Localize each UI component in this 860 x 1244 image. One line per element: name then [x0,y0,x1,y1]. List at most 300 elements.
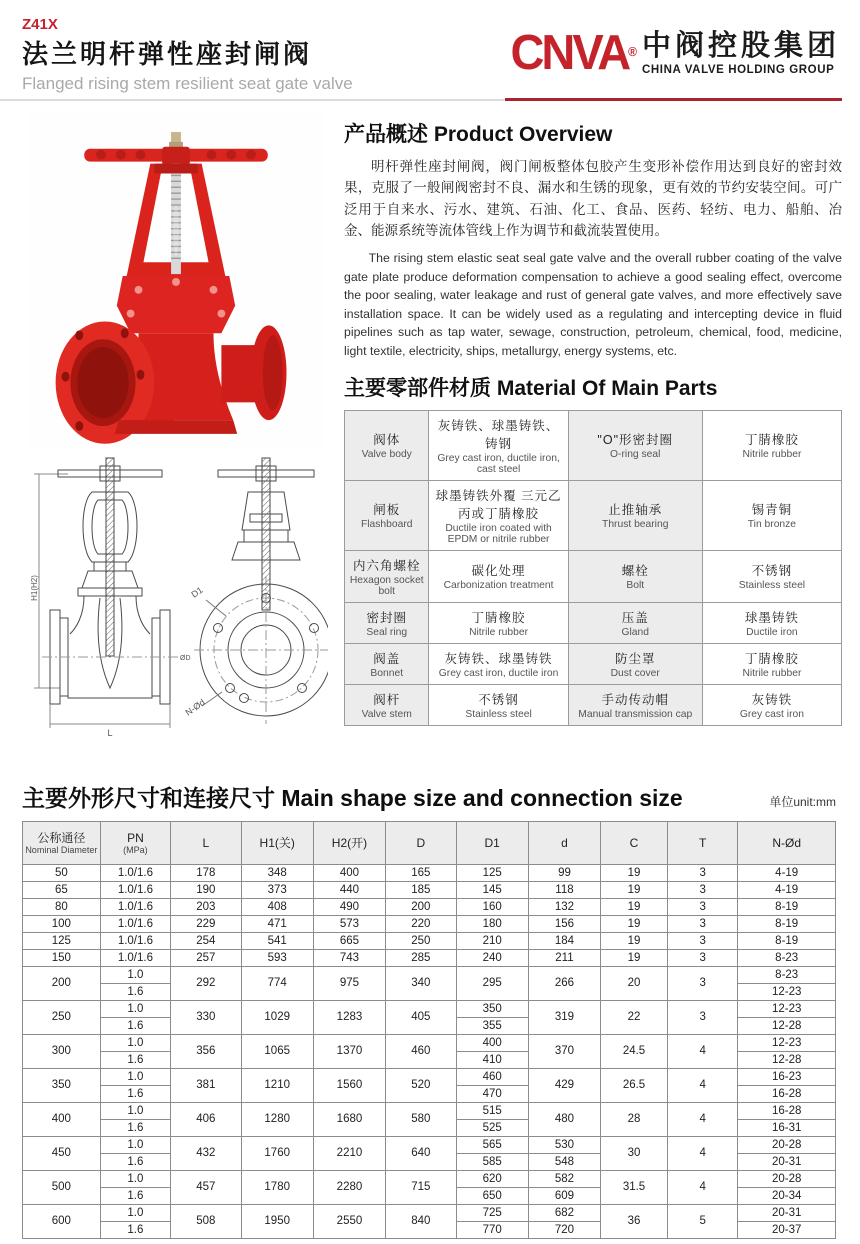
dimension-cell: 1.0 [100,1001,170,1018]
dimension-cell: 1.0/1.6 [100,950,170,967]
dimension-row [23,1035,836,1052]
dimension-cell: 12-23 [738,984,836,1001]
material-cell [429,550,568,602]
dimension-cell: 165 [386,865,456,882]
dimension-cell: 743 [313,950,385,967]
label-cn: 丁腈橡胶 [471,610,526,625]
dimension-cell: 19 [601,899,668,916]
label-en: Bonnet [370,667,404,679]
dimension-cell: 178 [171,865,241,882]
dimension-cell: 429 [528,1069,600,1103]
dimension-cell: 1950 [241,1205,313,1239]
dimension-cell: 5 [667,1205,737,1239]
page-subtitle: Flanged rising stem resilient seat gate valve [22,74,353,93]
dimension-cell: 20-31 [738,1205,836,1222]
label-cn: 灰铸铁、球墨铸铁 [444,651,553,666]
label-en: Thrust bearing [602,519,669,531]
dimension-cell: 400 [23,1103,101,1137]
part-name-cell [568,480,702,550]
dimension-cell: 99 [528,865,600,882]
dimension-cell: 1029 [241,1001,313,1035]
dimension-cell: 725 [456,1205,528,1222]
dimension-cell: 410 [456,1052,528,1069]
dimension-cell: 211 [528,950,600,967]
dimension-cell: 16-31 [738,1120,836,1137]
dimension-cell: 36 [601,1205,668,1239]
dimensions-header-row [23,822,836,865]
materials-table [344,410,842,726]
dimension-cell: 525 [456,1120,528,1137]
dimension-cell: 582 [528,1171,600,1188]
dimension-cell: 19 [601,950,668,967]
dimension-cell: 12-28 [738,1018,836,1035]
dimension-cell: 20-31 [738,1154,836,1171]
valve-photo [28,112,324,448]
part-name-cell [345,550,429,602]
label-en: Gland [621,626,649,638]
label-cn: 球墨铸铁外覆 三元乙丙或丁腈橡胶 [435,488,562,521]
dimension-cell: 4 [667,1035,737,1069]
dimension-cell: 1560 [313,1069,385,1103]
dimension-cell: 4 [667,1137,737,1171]
dimension-cell: 3 [667,916,737,933]
dimension-row [23,882,836,899]
dimension-cell: 450 [23,1137,101,1171]
dimension-cell: 520 [386,1069,456,1103]
label-cn: 内六角螺栓 [352,558,421,573]
dim-label-d: ØD [180,655,191,662]
label-en: Flashboard [360,519,413,531]
dimension-row [23,933,836,950]
dimension-cell: 1.0/1.6 [100,882,170,899]
dimension-cell: 1210 [241,1069,313,1103]
column-header-label: T [698,835,707,850]
label-cn: 锡青铜 [751,503,793,518]
dimension-cell: 3 [667,1001,737,1035]
dimension-cell: 250 [386,933,456,950]
dimension-row [23,1171,836,1188]
material-cell [429,602,568,643]
dimension-cell: 3 [667,950,737,967]
part-name-cell [568,643,702,684]
dimension-cell: 20-34 [738,1188,836,1205]
material-row [345,602,842,643]
dimension-cell: 285 [386,950,456,967]
label-cn: 压盖 [621,610,649,625]
part-name-cell [568,684,702,725]
dimension-cell: 65 [23,882,101,899]
dimension-cell: 240 [456,950,528,967]
dimension-cell: 640 [386,1137,456,1171]
image-column [20,112,332,766]
column-header [456,822,528,865]
dimension-cell: 565 [456,1137,528,1154]
dimension-cell: 356 [171,1035,241,1069]
dimension-cell: 1680 [313,1103,385,1137]
dimension-cell: 145 [456,882,528,899]
column-header [738,822,836,865]
column-header [23,822,101,865]
part-name-cell [345,684,429,725]
label-en: Tin bronze [747,519,797,531]
dimension-cell: 715 [386,1171,456,1205]
dimension-cell: 1.0 [100,1069,170,1086]
label-en: Dust cover [610,667,660,679]
column-header-label: H2(开) [331,835,368,850]
dimension-cell: 28 [601,1103,668,1137]
page-title: 法兰明杆弹性座封闸阀 [22,39,313,69]
overview-paragraph-cn: 明杆弹性座封闸阀，阀门闸板整体包胶产生变形补偿作用达到良好的密封效果，克服了一般闸阀密封不良、漏水和生锈的现象，更有效的节约安装空间。可广泛用于自来水、污水、建筑、石油、化工、食品、医药、轻纺、电力、船舶、冶金、能源系统等流体管线上作为调节和截流装置使用。 [344,159,842,238]
dimension-cell: 440 [313,882,385,899]
label-en: Nitrile rubber [469,626,529,638]
label-en: Bolt [626,580,645,592]
material-cell [429,643,568,684]
label-cn: 阀盖 [373,651,401,666]
column-header [171,822,241,865]
dimension-cell: 373 [241,882,313,899]
dimension-cell: 593 [241,950,313,967]
dimension-cell: 190 [171,882,241,899]
dimension-cell: 30 [601,1137,668,1171]
dimension-cell: 460 [456,1069,528,1086]
label-cn: 丁腈橡胶 [744,651,799,666]
label-en: Seal ring [366,626,408,638]
dimension-cell: 515 [456,1103,528,1120]
column-header-label: d [561,835,568,850]
material-cell [702,480,841,550]
label-en: Stainless steel [465,708,532,720]
dimension-cell: 1.0/1.6 [100,865,170,882]
part-name-cell [568,602,702,643]
dimension-cell: 203 [171,899,241,916]
dimension-cell: 1.6 [100,1018,170,1035]
column-header-label: 公称通径 [37,830,86,845]
label-cn: "O"形密封圈 [597,433,674,448]
company-logo [510,23,840,80]
dimension-cell: 200 [23,967,101,1001]
dimension-cell: 500 [23,1171,101,1205]
dimension-cell: 12-28 [738,1052,836,1069]
dimension-cell: 3 [667,967,737,1001]
column-header-label: N-Ød [772,835,802,850]
dimension-cell: 1.6 [100,1188,170,1205]
dimension-cell: 1.6 [100,984,170,1001]
dim-label-h: H1(H2) [30,575,39,601]
dimension-cell: 100 [23,916,101,933]
material-row [345,684,842,725]
label-cn: 丁腈橡胶 [744,433,799,448]
part-name-cell [345,480,429,550]
dimension-row [23,1001,836,1018]
dimension-cell: 132 [528,899,600,916]
dimension-cell: 8-19 [738,916,836,933]
dimension-cell: 1760 [241,1137,313,1171]
valve-technical-drawings [24,452,328,752]
dimension-cell: 20-37 [738,1222,836,1239]
dimension-cell: 1.6 [100,1120,170,1137]
dimension-cell: 541 [241,933,313,950]
dimension-cell: 400 [456,1035,528,1052]
dimension-cell: 480 [528,1103,600,1137]
label-cn: 灰铸铁、球墨铸铁、铸钢 [437,418,560,451]
label-en: Valve stem [361,708,412,720]
dimension-cell: 20-28 [738,1137,836,1154]
dimension-cell: 1.0/1.6 [100,899,170,916]
dimension-cell: 1.0 [100,1137,170,1154]
materials-heading: 主要零部件材质 Material Of Main Parts [344,376,718,400]
column-header-label: D [416,835,426,850]
dimension-cell: 220 [386,916,456,933]
dimension-cell: 16-28 [738,1103,836,1120]
dimension-cell: 330 [171,1001,241,1035]
dimension-row [23,1069,836,1086]
dimension-cell: 490 [313,899,385,916]
column-header [386,822,456,865]
dimension-cell: 1.6 [100,1086,170,1103]
part-name-cell [345,643,429,684]
dimension-cell: 508 [171,1205,241,1239]
dimension-cell: 770 [456,1222,528,1239]
dim-label-l: L [107,728,113,738]
dimension-cell: 4 [667,1103,737,1137]
dimension-cell: 460 [386,1035,456,1069]
dimension-cell: 548 [528,1154,600,1171]
dimension-cell: 1280 [241,1103,313,1137]
dimension-cell: 1065 [241,1035,313,1069]
column-header [100,822,170,865]
column-header-label: C [629,835,639,850]
dimensions-section [0,766,860,1239]
dimension-row [23,950,836,967]
dimension-cell: 257 [171,950,241,967]
dimension-cell: 1.6 [100,1052,170,1069]
material-cell [429,480,568,550]
dimension-cell: 975 [313,967,385,1001]
part-name-cell [345,410,429,480]
dim-label-d1: D1 [189,584,205,600]
dimension-cell: 31.5 [601,1171,668,1205]
column-header-label: L [202,835,210,850]
dimension-cell: 2550 [313,1205,385,1239]
dimension-cell: 1370 [313,1035,385,1069]
dimension-cell: 1.0/1.6 [100,916,170,933]
dimension-cell: 118 [528,882,600,899]
label-cn: 阀体 [373,433,401,448]
label-cn: 灰铸铁 [751,692,793,707]
valve-drawing-front [183,458,328,724]
dimension-cell: 8-23 [738,950,836,967]
dimension-cell: 530 [528,1137,600,1154]
column-header [313,822,385,865]
dimension-cell: 1.0/1.6 [100,933,170,950]
overview-heading: 产品概述 Product Overview [344,123,613,146]
column-header-label: D1 [484,835,500,850]
dimension-cell: 650 [456,1188,528,1205]
label-en: Ductile iron coated with EPDM or nitrile rubber [445,522,552,545]
dimension-cell: 840 [386,1205,456,1239]
dimension-cell: 150 [23,950,101,967]
main-content [0,104,860,766]
dimension-cell: 8-23 [738,967,836,984]
dimension-cell: 620 [456,1171,528,1188]
part-name-cell [345,602,429,643]
dimension-cell: 1.6 [100,1222,170,1239]
dimension-cell: 3 [667,882,737,899]
text-column [340,112,842,766]
dimension-cell: 350 [23,1069,101,1103]
label-cn: 密封圈 [366,610,407,625]
dimension-cell: 573 [313,916,385,933]
dimension-cell: 300 [23,1035,101,1069]
label-cn: 防尘罩 [614,651,656,666]
header [0,0,860,104]
label-en: Nitrile rubber [742,667,802,679]
model-code: Z41X [22,16,58,33]
dimension-cell: 180 [456,916,528,933]
material-cell [702,684,841,725]
overview-paragraph-en: The rising stem elastic seat seal gate valve and the overall rubber coating of the valve gate plate produce deformation compensation to achieve a good sealing effect, overcome the poor sealing, water leakage and rust of general gate valves, and more effectively save installation space. It can be widely used as a regulating and intercepting device in fluid pipelines such as tap water, sewage, construction, petroleum, chemical, food, medicine, light textile, electricity, ships, metallurgy, energy systems, etc. [344,251,842,358]
dimension-cell: 19 [601,933,668,950]
label-en: Grey cast iron, ductile iron, cast steel [437,452,560,475]
dimension-cell: 19 [601,882,668,899]
dimension-cell: 1.6 [100,1154,170,1171]
material-row [345,550,842,602]
dimension-cell: 16-28 [738,1086,836,1103]
material-cell [702,643,841,684]
label-en: Carbonization treatment [443,580,554,592]
label-en: Stainless steel [738,580,806,592]
dimension-cell: 8-19 [738,933,836,950]
dimension-row [23,916,836,933]
dimension-cell: 4-19 [738,882,836,899]
dimension-cell: 254 [171,933,241,950]
dimension-cell: 4 [667,1069,737,1103]
header-divider [0,99,505,101]
dimension-cell: 156 [528,916,600,933]
dimension-cell: 350 [456,1001,528,1018]
dimension-cell: 1.0 [100,967,170,984]
dimension-cell: 266 [528,967,600,1001]
dimensions-heading: 主要外形尺寸和连接尺寸 Main shape size and connection size [22,785,683,811]
dimension-cell: 400 [313,865,385,882]
dimension-cell: 210 [456,933,528,950]
dimension-cell: 22 [601,1001,668,1035]
label-cn: 手动传动帽 [601,692,669,707]
dimension-cell: 1.0 [100,1205,170,1222]
label-en: Nitrile rubber [742,449,802,461]
label-cn: 碳化处理 [471,564,526,579]
column-header-sublabel: (MPa) [123,844,148,855]
dimension-cell: 184 [528,933,600,950]
dimension-cell: 8-19 [738,899,836,916]
dimension-cell: 1.0 [100,1035,170,1052]
dimension-cell: 585 [456,1154,528,1171]
label-cn: 止推轴承 [608,503,663,518]
dimension-cell: 125 [23,933,101,950]
material-cell [429,410,568,480]
label-cn: 球墨铸铁 [744,610,799,625]
dimension-cell: 80 [23,899,101,916]
dimension-cell: 12-23 [738,1035,836,1052]
dimension-cell: 2210 [313,1137,385,1171]
dimension-cell: 50 [23,865,101,882]
dimension-cell: 185 [386,882,456,899]
dimension-cell: 600 [23,1205,101,1239]
dimension-cell: 295 [456,967,528,1001]
dimension-cell: 3 [667,899,737,916]
material-cell [702,602,841,643]
logo-names [642,26,840,76]
column-header-label: H1(关) [259,835,295,850]
dimension-cell: 348 [241,865,313,882]
label-en: Valve body [361,449,412,461]
label-en: Ductile iron [746,626,798,638]
dimension-cell: 665 [313,933,385,950]
dimension-cell: 3 [667,865,737,882]
part-name-cell [568,410,702,480]
header-divider-accent [505,98,842,101]
dimension-cell: 160 [456,899,528,916]
dimension-cell: 682 [528,1205,600,1222]
column-header [241,822,313,865]
label-en: Hexagon socket bolt [349,574,424,597]
dimension-cell: 19 [601,865,668,882]
dimension-cell: 609 [528,1188,600,1205]
column-header [667,822,737,865]
dimension-cell: 340 [386,967,456,1001]
dimension-cell: 3 [667,933,737,950]
dimension-cell: 720 [528,1222,600,1239]
company-name-cn: 中阀控股集团 [641,30,840,62]
dimensions-header [22,780,836,813]
dimension-cell: 471 [241,916,313,933]
part-name-cell [568,550,702,602]
dimension-cell: 1283 [313,1001,385,1035]
dimension-cell: 1780 [241,1171,313,1205]
dimension-cell: 355 [456,1018,528,1035]
dimension-cell: 20-28 [738,1171,836,1188]
dimension-row [23,865,836,882]
dimension-cell: 1.0 [100,1171,170,1188]
label-cn: 闸板 [373,503,401,518]
dimension-cell: 1.0 [100,1103,170,1120]
label-cn: 螺栓 [621,564,649,579]
registered-mark: ® [628,44,634,60]
dimension-cell: 370 [528,1035,600,1069]
dimension-row [23,1103,836,1120]
dimension-row [23,899,836,916]
dimension-cell: 4-19 [738,865,836,882]
valve-drawing-side [30,458,191,738]
label-cn: 不锈钢 [751,564,793,579]
column-header [601,822,668,865]
dimension-cell: 580 [386,1103,456,1137]
dimension-cell: 432 [171,1137,241,1171]
dimension-cell: 319 [528,1001,600,1035]
dim-label-nod: N-Ød [183,697,207,718]
dimension-cell: 125 [456,865,528,882]
unit-label: 单位unit:mm [769,795,836,809]
dimension-row [23,1137,836,1154]
dimension-cell: 470 [456,1086,528,1103]
dimension-cell: 200 [386,899,456,916]
dimension-cell: 20 [601,967,668,1001]
dimension-cell: 406 [171,1103,241,1137]
dimension-cell: 2280 [313,1171,385,1205]
dimension-cell: 26.5 [601,1069,668,1103]
dimension-cell: 250 [23,1001,101,1035]
material-cell [702,410,841,480]
